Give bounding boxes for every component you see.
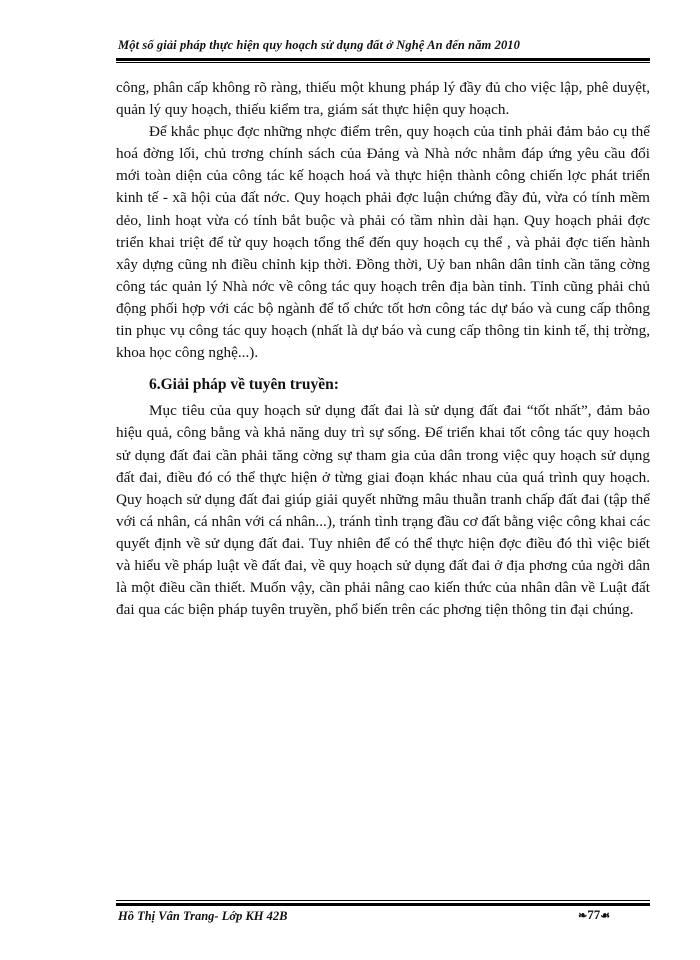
- ornament-left-icon: ❧: [578, 910, 588, 922]
- paragraph-planning: Để khắc phục đợc những nhợc điểm trên, quy hoạch của tỉnh phải đảm bảo cụ thể hoá đờng lối, chủ trơng chính sách của Đảng và Nhà nớc nhằm đáp ứng yêu cầu đổi mới toàn diện của công tác kế hoạch hoá và thực hiện thành công chiến lợc phát triển kinh tế - xã hội của đất nớc. Quy hoạch phải đợc luận chứng đầy đủ, vừa có tính mềm dẻo, linh hoạt vừa có tính bắt buộc và phải có tầm nhìn dài hạn. Quy hoạch phải đợc triển khai triệt để từ quy hoạch tổng thể đến quy hoạch cụ thể , và phải đợc tiến hành xây dựng cũng nh điều chỉnh kịp thời. Đồng thời, Uỷ ban nhân dân tỉnh cần tăng cờng công tác quản lý Nhà nớc về công tác quy hoạch trên địa bàn tỉnh. Tỉnh cũng phải chủ động phối hợp với các bộ ngành để tổ chức tốt hơn công tác dự báo và cung cấp thông tin phục vụ công tác quy hoạch (nhất là dự báo và cung cấp thông tin kinh tế, thị trờng, khoa học công nghệ...).: [116, 123, 650, 362]
- paragraph-propaganda: Mục tiêu của quy hoạch sử dụng đất đai là sử dụng đất đai “tốt nhất”, đảm bảo hiệu quả, công bằng và khả năng duy trì sự sống. Để triển khai tốt công tác quy hoạch sử dụng đất đai cần phải tăng cờng sự tham gia của dân trong việc quy hoạch sử dụng đất đai, điều đó có thể thực hiện ở từng giai đoạn khác nhau của quá trình quy hoạch. Quy hoạch sử dụng đất đai giúp giải quyết những mâu thuẫn tranh chấp đất đai (tập thể với cá nhân, cá nhân với cá nhân...), tránh tình trạng đầu cơ đất bằng việc công khai các quyết định về sử dụng đất đai. Tuy nhiên để có thể thực hiện đợc điều đó thì việc biết và hiểu về pháp luật về đất đai, về quy hoạch sử dụng đất đai ở địa phơng của ngời dân là một điều cần thiết. Muốn vậy, cần phải nâng cao kiến thức của nhân dân về Luật đất đai qua các biện pháp tuyên truyền, phổ biến trên các phơng tiện thông tin đại chúng.: [116, 402, 650, 619]
- page-number-block: [578, 907, 610, 923]
- header-rule-thin: [116, 62, 650, 63]
- paragraph-continuation: công, phân cấp không rõ ràng, thiếu một khung pháp lý đầy đủ cho việc lập, phê duyệt, quản lý quy hoạch, thiếu kiểm tra, giám sát thực hiện quy hoạch.: [116, 79, 650, 119]
- header-rule-thick: [116, 58, 650, 61]
- footer-rule-thin: [116, 900, 650, 901]
- footer-rule-thick: [116, 903, 650, 906]
- ornament-right-icon: ☙: [600, 910, 611, 922]
- page-number: 77: [587, 907, 601, 922]
- body-text: [116, 77, 650, 621]
- running-header: Một số giải pháp thực hiện quy hoạch sử dụng đất ở Nghệ An đến năm 2010: [118, 38, 521, 52]
- section-heading: 6.Giải pháp về tuyên truyền:: [149, 376, 339, 394]
- footer-author: Hồ Thị Vân Trang- Lớp KH 42B: [118, 909, 288, 923]
